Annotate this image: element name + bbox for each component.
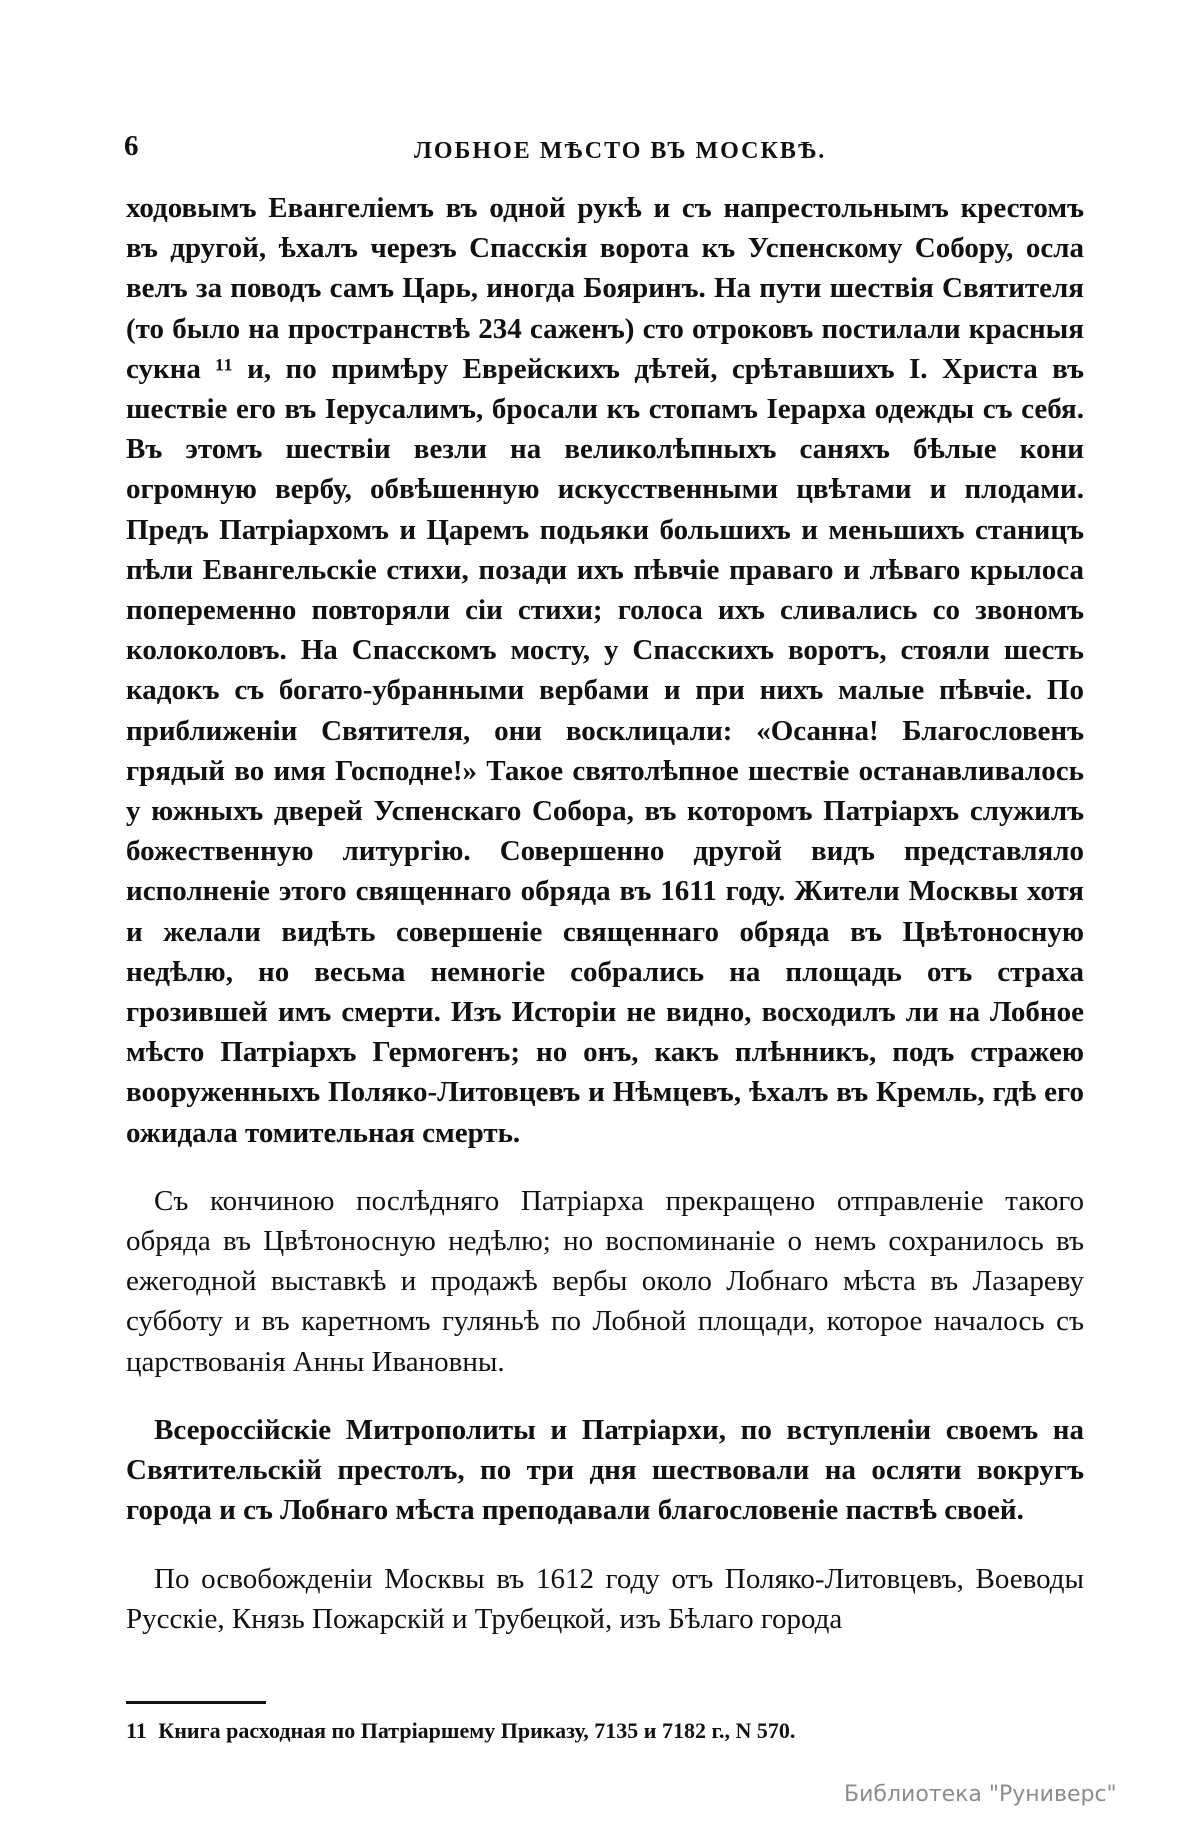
running-title: ЛОБНОЕ МѢСТО ВЪ МОСКВѢ. — [414, 138, 827, 164]
footnote-mark: 11 — [126, 1718, 147, 1743]
library-watermark: Библиотека "Руниверс" — [844, 1782, 1117, 1807]
footnote-divider — [126, 1701, 266, 1704]
paragraph-2: Съ кончиною послѣдняго Патріарха прекращено отправленіе такого обряда въ Цвѣтоносную недѣлю; но воспоминаніе о немъ сохранилось въ ежегодной выставкѣ и продажѣ вербы около Лобнаго мѣста въ Лазареву субботу и въ каретномъ гуляньѣ по Лобной площади, которое началось съ царствованія Анны Ивановны. — [126, 1184, 1084, 1378]
body-text — [126, 188, 1084, 1667]
paragraph-4: По освобожденіи Москвы въ 1612 году отъ Поляко-Литовцевъ, Воеводы Русскіе, Князь Пожарскій и Трубецкой, изъ Бѣлаго города — [126, 1562, 1084, 1635]
footnote-text: Книга расходная по Патріаршему Приказу, 7135 и 7182 г., N 570. — [158, 1718, 796, 1743]
paragraph-3: Всероссійскіе Митрополиты и Патріархи, по вступленіи своемъ на Святительскій престолъ, по три дня шествовали на осляти вокругъ города и съ Лобнаго мѣста преподавали благословеніе паствѣ своей. — [126, 1413, 1084, 1527]
page-header — [124, 130, 1080, 170]
paragraph-1: ходовымъ Евангеліемъ въ одной рукѣ и съ напрестольнымъ крестомъ въ другой, ѣхалъ черезъ Спасскія ворота къ Успенскому Собору, осла велъ за поводъ самъ Царь, иногда Бояринъ. На пути шествія Святителя (то было на пространствѣ 234 саженъ) сто отроковъ постилали красныя сукна ¹¹ и, по примѣру Еврейскихъ дѣтей, срѣтавшихъ І. Христа въ шествіе его въ Іерусалимъ, бросали къ стопамъ Іерарха одежды съ себя. Въ этомъ шествіи везли на великолѣпныхъ саняхъ бѣлые кони огромную вербу, обвѣшенную искусственными цвѣтами и плодами. Предъ Патріархомъ и Царемъ подьяки большихъ и меньшихъ станицъ пѣли Евангельскіе стихи, позади ихъ пѣвчіе праваго и лѣваго крылоса попеременно повторяли сіи стихи; голоса ихъ сливались со звономъ колоколовъ. На Спасскомъ мосту, у Спасскихъ воротъ, стояли шесть кадокъ съ богато-убранными вербами и при нихъ малые пѣвчіе. По приближеніи Святителя, они восклицали: «Осанна! Благословенъ грядый во имя Господне!» Такое святолѣпное шествіе останавливалось у южныхъ дверей Успенскаго Собора, въ которомъ Патріархъ служилъ божественную литургію. Совершенно другой видъ представляло исполненіе этого священнаго обряда въ 1611 году. Жители Москвы хотя и желали видѣть совершеніе священнаго обряда въ Цвѣтоносную недѣлю, но весьма немногіе собрались на площадь отъ страха грозившей имъ смерти. Изъ Исторіи не видно, восходилъ ли на Лобное мѣсто Патріархъ Гермогенъ; но онъ, какъ плѣнникъ, подъ стражею вооруженныхъ Поляко-Литовцевъ и Нѣмцевъ, ѣхалъ въ Кремль, гдѣ его ожидала томительная смерть. — [126, 192, 1084, 1149]
page-number: 6 — [124, 130, 139, 162]
footnote — [126, 1718, 1086, 1744]
